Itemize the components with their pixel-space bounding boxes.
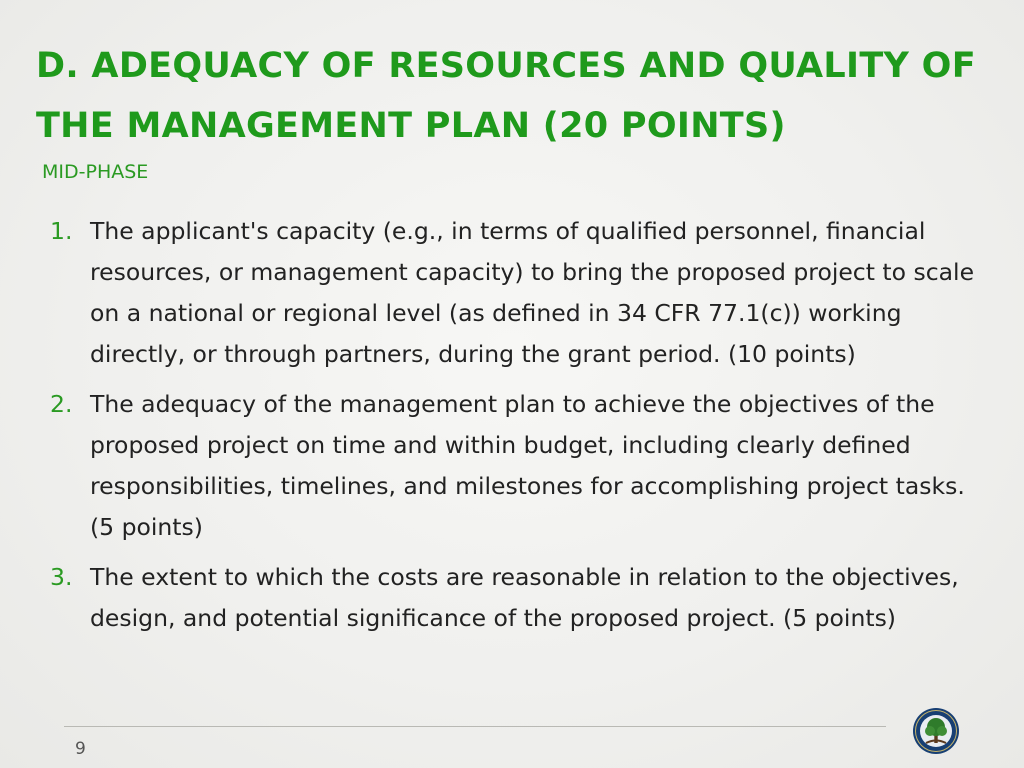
criterion-number: 3. (50, 563, 73, 591)
criterion-text: The applicant's capacity (e.g., in terms of qualified personnel, financial resources, or management capacity) to bring the proposed project to scale on a national or regional level (as defined in 34 CFR 77.1(c)) working directly, or through partners, during the grant period. (10 points) (90, 217, 975, 368)
criterion-text: The adequacy of the management plan to achieve the objectives of the proposed project on time and within budget, including clearly defined responsibilities, timelines, and milestones for accomplishing project tasks. (5 points) (90, 390, 965, 541)
page-number: 9 (75, 739, 86, 759)
criteria-list (40, 211, 980, 648)
criterion-number: 2. (50, 390, 73, 418)
footer-divider (64, 726, 886, 727)
criterion-text: The extent to which the costs are reasonable in relation to the objectives, design, and potential significance of the proposed project. (5 points) (90, 563, 959, 632)
department-of-education-seal-icon (912, 707, 960, 755)
criterion-item (40, 211, 980, 375)
slide-subtitle: MID-PHASE (42, 161, 149, 183)
criterion-number: 1. (50, 217, 73, 245)
criterion-item (40, 384, 980, 548)
criterion-item (40, 557, 980, 639)
slide-title: D. ADEQUACY OF RESOURCES AND QUALITY OF THE MANAGEMENT PLAN (20 POINTS) (36, 46, 976, 146)
